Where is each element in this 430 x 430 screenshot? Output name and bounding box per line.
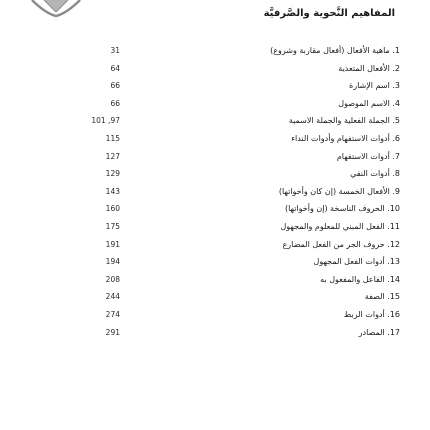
- toc-row: [0, 253, 430, 271]
- toc-entry-label: 6. أدوات الاستفهام وأدوات النداء: [291, 133, 400, 143]
- toc-row: [0, 95, 430, 113]
- toc-row: [0, 165, 430, 183]
- toc-page-number: 244: [105, 292, 120, 302]
- toc-row: [0, 218, 430, 236]
- toc-entry-label: 15. الصفة: [364, 292, 400, 302]
- toc-row: [0, 306, 430, 324]
- toc-entry-label: 11. الفعل المبني للمعلوم والمجهول: [280, 221, 400, 231]
- toc-page-number: 175: [105, 221, 120, 231]
- toc-row: [0, 42, 430, 60]
- toc-row: [0, 200, 430, 218]
- toc-row: [0, 112, 430, 130]
- toc-list: [0, 42, 430, 341]
- toc-entry-label: 13. أدوات الفعل المجهول: [313, 257, 400, 267]
- toc-entry-label: 12. حروف الجر من الفعل المضارع: [282, 239, 400, 249]
- toc-entry-label: 8. أدوات النفي: [350, 169, 400, 179]
- toc-page-number: 208: [105, 274, 120, 284]
- toc-entry-label: 16. أدوات الربط: [343, 309, 400, 319]
- toc-entry-label: 17. المصادر: [358, 327, 400, 337]
- toc-row: [0, 236, 430, 254]
- toc-page-number: 115: [105, 133, 120, 143]
- toc-entry-label: 2. الأفعال المتعدية: [338, 63, 400, 73]
- toc-page-number: 291: [105, 327, 120, 337]
- toc-entry-label: 7. أدوات الاستفهام: [336, 151, 400, 161]
- toc-row: [0, 324, 430, 342]
- toc-entry-label: 4. الاسم الموصول: [338, 98, 400, 108]
- toc-page-number: 191: [105, 239, 120, 249]
- toc-row: [0, 130, 430, 148]
- toc-row: [0, 288, 430, 306]
- corner-leaf-icon: [30, 0, 82, 22]
- toc-page-number: 64: [110, 63, 120, 73]
- toc-page-number: 127: [105, 151, 120, 161]
- toc-entry-label: 14. الفاعل والمفعول به: [320, 274, 400, 284]
- toc-page-number: 101 ,97: [91, 116, 120, 126]
- toc-row: [0, 271, 430, 289]
- toc-page-number: 129: [105, 169, 120, 179]
- toc-entry-label: 10. الحروف الناسخة (إن وأخواتها): [284, 204, 400, 214]
- toc-page-number: 160: [105, 204, 120, 214]
- toc-entry-label: 9. الأفعال الخمسة (إن كان وأخواتها): [278, 186, 400, 196]
- toc-page-number: 66: [110, 98, 120, 108]
- toc-page-number: 143: [105, 186, 120, 196]
- toc-row: [0, 148, 430, 166]
- toc-page-number: 194: [105, 257, 120, 267]
- toc-entry-label: 5. الجملة الفعلية والجملة الاسمية: [288, 116, 400, 126]
- toc-entry-label: 1. ماهية الأفعال (أفعال مقاربة وشروع): [270, 46, 400, 55]
- toc-page-number: 66: [110, 81, 120, 91]
- toc-row: [0, 77, 430, 95]
- page-title: المفاهيم النَّحوية والصَّرفيَّة: [263, 8, 395, 19]
- toc-page-number: 274: [105, 309, 120, 319]
- toc-entry-label: 3. اسم الإشارة: [349, 81, 400, 91]
- toc-row: [0, 183, 430, 201]
- toc-row: [0, 60, 430, 78]
- toc-page-number: 31: [110, 46, 120, 55]
